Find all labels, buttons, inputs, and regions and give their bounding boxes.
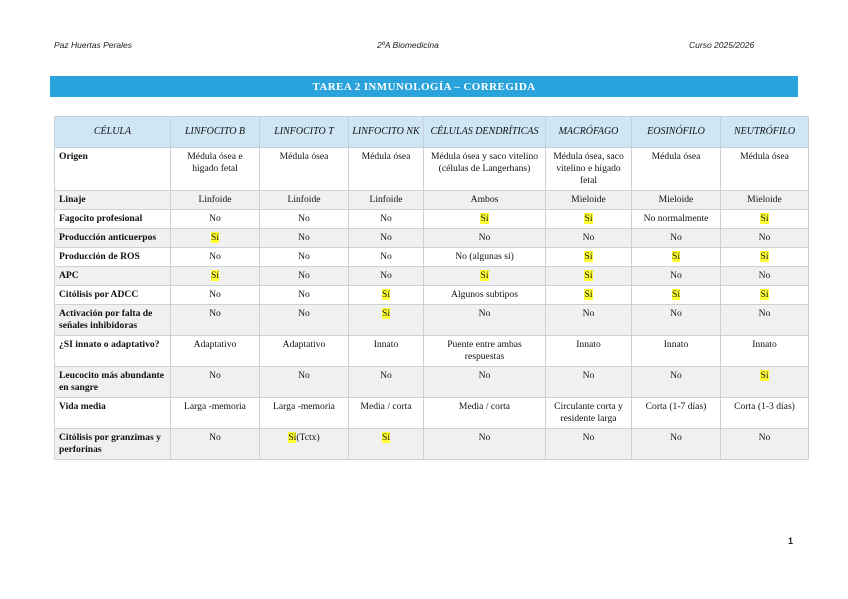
table-cell <box>632 229 721 248</box>
cell-value: No <box>478 308 491 319</box>
cell-value: Ambos <box>470 194 499 205</box>
table-row <box>55 191 809 210</box>
table-cell <box>260 398 349 429</box>
table-cell <box>546 367 632 398</box>
table-cell <box>260 248 349 267</box>
table-cell <box>632 148 721 191</box>
table-cell <box>349 336 424 367</box>
cell-value: No <box>209 432 221 443</box>
table-cell <box>260 229 349 248</box>
table-cell <box>546 286 632 305</box>
cell-value: No <box>758 232 771 243</box>
highlighted-value: Sí <box>480 270 489 281</box>
table-cell <box>424 286 546 305</box>
table-row <box>55 267 809 286</box>
cell-value: Linfoide <box>369 194 403 205</box>
table-row <box>55 305 809 336</box>
cell-value: No <box>298 308 310 319</box>
table-cell <box>632 191 721 210</box>
row-label: Leucocito más abundante en sangre <box>55 367 171 398</box>
cell-value: Adaptativo <box>193 339 237 350</box>
table-cell <box>171 398 260 429</box>
cell-comparison-table <box>54 116 809 460</box>
column-header: LINFOCITO T <box>260 117 349 148</box>
cell-value: No <box>380 213 392 224</box>
cell-value: No <box>209 213 221 224</box>
cell-value: No normalmente <box>643 213 709 224</box>
row-label: Vida media <box>55 398 171 429</box>
cell-value: No <box>380 370 392 381</box>
column-header: CÉLULAS DENDRÍTICAS <box>424 117 546 148</box>
table-cell <box>424 248 546 267</box>
cell-value: Linfoide <box>198 194 232 205</box>
table-cell <box>632 210 721 229</box>
cell-value: Médula ósea e hígado fetal <box>187 151 243 174</box>
table-cell <box>171 229 260 248</box>
column-header: MACRÓFAGO <box>546 117 632 148</box>
cell-value: No <box>478 432 491 443</box>
cell-value: Corta (1-3 días) <box>734 401 795 412</box>
row-label: Citólisis por granzimas y perforinas <box>55 429 171 460</box>
cell-value: No <box>298 232 310 243</box>
table-cell <box>260 267 349 286</box>
cell-value: Médula ósea, saco vitelino e hígado fetal <box>553 151 624 186</box>
cell-value: No <box>670 232 682 243</box>
cell-value: Innato <box>663 339 689 350</box>
table-cell <box>721 210 809 229</box>
cell-value: No <box>298 213 310 224</box>
highlighted-value: Sí <box>584 270 593 281</box>
cell-value: No <box>380 270 392 281</box>
row-label: Origen <box>55 148 171 191</box>
highlighted-value: Sí <box>760 213 769 224</box>
cell-value: No <box>670 432 682 443</box>
header-academic-year: Curso 2025/2026 <box>689 40 755 50</box>
table-row <box>55 210 809 229</box>
cell-value: Innato <box>576 339 601 350</box>
cell-value: Algunos subtipos <box>451 289 518 300</box>
table-header-row <box>55 117 809 148</box>
table-cell <box>171 191 260 210</box>
table-cell <box>424 191 546 210</box>
highlighted-value: Sí <box>210 232 219 243</box>
table-row <box>55 148 809 191</box>
cell-value: Médula ósea y saco vitelino (células de Langerhans) <box>430 151 539 174</box>
table-cell <box>546 429 632 460</box>
table-cell <box>260 336 349 367</box>
cell-value: No <box>758 432 771 443</box>
table-row <box>55 429 809 460</box>
table-cell <box>632 367 721 398</box>
highlighted-value: Sí <box>671 251 680 262</box>
table-cell <box>632 267 721 286</box>
table-cell <box>260 305 349 336</box>
cell-value: No <box>298 289 310 300</box>
table-cell <box>171 336 260 367</box>
table-cell <box>721 336 809 367</box>
table-row <box>55 248 809 267</box>
highlighted-value: Sí <box>584 289 593 300</box>
table-row <box>55 286 809 305</box>
table-cell <box>721 398 809 429</box>
table-cell <box>349 229 424 248</box>
document-title-banner <box>50 76 798 97</box>
table-cell <box>546 191 632 210</box>
cell-value: Médula ósea <box>651 151 701 162</box>
highlighted-value: Sí <box>480 213 489 224</box>
table-cell <box>721 229 809 248</box>
cell-value: No <box>209 251 221 262</box>
cell-suffix: (Tctx) <box>296 432 320 443</box>
cell-value: Innato <box>752 339 777 350</box>
table-cell <box>349 367 424 398</box>
cell-value: No <box>758 270 771 281</box>
cell-value: Mieloide <box>658 194 694 205</box>
table-cell <box>349 267 424 286</box>
cell-value: No <box>298 270 310 281</box>
column-header: NEUTRÓFILO <box>721 117 809 148</box>
cell-value: No <box>380 232 392 243</box>
cell-value: Mieloide <box>747 194 782 205</box>
cell-value: No <box>670 370 682 381</box>
cell-value: No <box>478 370 491 381</box>
table-cell <box>260 367 349 398</box>
table-cell <box>424 336 546 367</box>
table-cell <box>260 210 349 229</box>
highlighted-value: Sí <box>381 432 390 443</box>
highlighted-value: Sí <box>760 370 769 381</box>
table-cell <box>349 191 424 210</box>
table-cell <box>546 305 632 336</box>
table-cell <box>260 286 349 305</box>
table-cell <box>424 429 546 460</box>
table-cell <box>721 286 809 305</box>
cell-value: No <box>209 370 221 381</box>
cell-value: Larga -memoria <box>273 401 335 412</box>
table-body <box>55 148 809 460</box>
table-row <box>55 229 809 248</box>
highlighted-value: Sí <box>381 289 390 300</box>
cell-value: No <box>582 370 595 381</box>
cell-value: Innato <box>373 339 399 350</box>
table-header <box>55 117 809 148</box>
cell-value: Media / corta <box>360 401 412 412</box>
table-cell <box>171 286 260 305</box>
cell-value: Médula ósea <box>279 151 329 162</box>
table-cell <box>171 367 260 398</box>
cell-value: Médula ósea <box>740 151 789 162</box>
cell-value: Circulante corta y residente larga <box>554 401 623 424</box>
table-cell <box>424 398 546 429</box>
cell-value: No <box>209 289 221 300</box>
cell-value: No <box>582 232 595 243</box>
table-cell <box>349 210 424 229</box>
cell-value: No <box>298 370 310 381</box>
table-cell <box>260 429 349 460</box>
table-cell <box>171 267 260 286</box>
table-cell <box>632 429 721 460</box>
table-cell <box>632 248 721 267</box>
cell-value: No <box>298 251 310 262</box>
table-cell <box>632 305 721 336</box>
column-header: LINFOCITO NK <box>349 117 424 148</box>
table-row <box>55 367 809 398</box>
table-row <box>55 398 809 429</box>
cell-value: No <box>670 270 682 281</box>
cell-value: No (algunas sí) <box>455 251 514 262</box>
row-label: Producción de ROS <box>55 248 171 267</box>
table-cell <box>546 398 632 429</box>
row-label: Citólisis por ADCC <box>55 286 171 305</box>
cell-value: No <box>582 308 595 319</box>
highlighted-value: Sí <box>288 432 297 443</box>
highlighted-value: Sí <box>381 308 390 319</box>
table-cell <box>546 248 632 267</box>
highlighted-value: Sí <box>210 270 219 281</box>
cell-value: Puente entre ambas respuestas <box>447 339 522 362</box>
table-cell <box>424 367 546 398</box>
cell-value: Mieloide <box>571 194 606 205</box>
table-cell <box>546 229 632 248</box>
table-cell <box>171 305 260 336</box>
cell-value: Médula ósea <box>361 151 411 162</box>
table-cell <box>424 229 546 248</box>
table-cell <box>721 429 809 460</box>
table-cell <box>721 267 809 286</box>
table-cell <box>546 267 632 286</box>
document-title: TAREA 2 INMUNOLOGÍA – CORREGIDA <box>312 80 536 93</box>
cell-value: No <box>209 308 221 319</box>
table-cell <box>632 336 721 367</box>
table-cell <box>171 248 260 267</box>
column-header: EOSINÓFILO <box>632 117 721 148</box>
column-header: CÉLULA <box>55 117 171 148</box>
table-row <box>55 336 809 367</box>
table-cell <box>721 305 809 336</box>
table-cell <box>349 305 424 336</box>
header-author: Paz Huertas Perales <box>54 40 132 50</box>
table-cell <box>349 248 424 267</box>
cell-value: Larga -memoria <box>184 401 246 412</box>
table-cell <box>260 148 349 191</box>
table-cell <box>546 148 632 191</box>
cell-value: Media / corta <box>458 401 511 412</box>
row-label: APC <box>55 267 171 286</box>
table-cell <box>424 148 546 191</box>
table-cell <box>349 398 424 429</box>
cell-value: Adaptativo <box>282 339 326 350</box>
table-cell <box>424 267 546 286</box>
highlighted-value: Sí <box>671 289 680 300</box>
table-cell <box>632 286 721 305</box>
cell-value: Corta (1-7 días) <box>645 401 707 412</box>
table-cell <box>721 191 809 210</box>
cell-value: No <box>758 308 771 319</box>
cell-value: Linfoide <box>287 194 321 205</box>
table-cell <box>171 429 260 460</box>
row-label: ¿SI innato o adaptativo? <box>55 336 171 367</box>
row-label: Activación por falta de señales inhibidoras <box>55 305 171 336</box>
table-cell <box>349 429 424 460</box>
table-cell <box>424 210 546 229</box>
table-cell <box>349 148 424 191</box>
cell-value: No <box>478 232 491 243</box>
table-cell <box>171 210 260 229</box>
row-label: Fagocito profesional <box>55 210 171 229</box>
table-cell <box>721 367 809 398</box>
highlighted-value: Sí <box>584 251 593 262</box>
highlighted-value: Sí <box>760 289 769 300</box>
table-cell <box>632 398 721 429</box>
table-cell <box>349 286 424 305</box>
table-cell <box>171 148 260 191</box>
row-label: Linaje <box>55 191 171 210</box>
header-course-group: 2ºA Biomedicina <box>377 40 439 50</box>
page-number: 1 <box>788 536 794 546</box>
column-header: LINFOCITO B <box>171 117 260 148</box>
table-cell <box>260 191 349 210</box>
table-cell <box>546 336 632 367</box>
cell-value: No <box>380 251 392 262</box>
cell-value: No <box>670 308 682 319</box>
table-cell <box>424 305 546 336</box>
table-cell <box>721 148 809 191</box>
row-label: Producción anticuerpos <box>55 229 171 248</box>
table-cell <box>546 210 632 229</box>
highlighted-value: Sí <box>584 213 593 224</box>
table-cell <box>721 248 809 267</box>
cell-value: No <box>582 432 595 443</box>
highlighted-value: Sí <box>760 251 769 262</box>
